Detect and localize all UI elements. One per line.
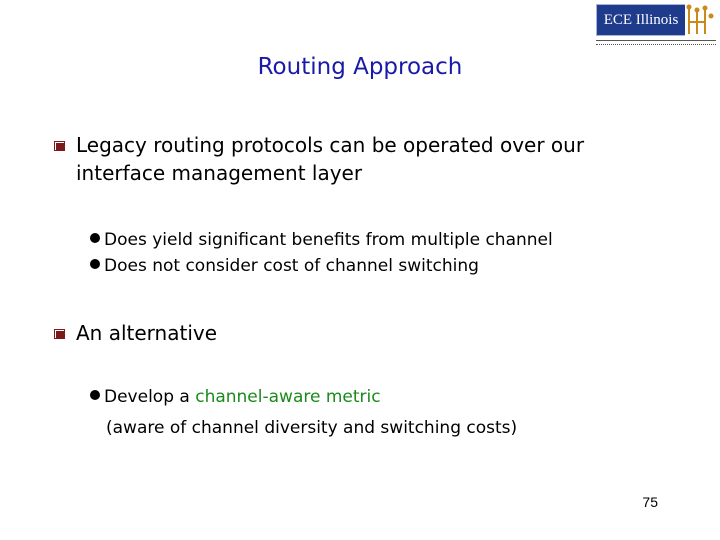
dot-bullet-icon: [90, 259, 100, 269]
square-bullet-icon: [54, 141, 65, 151]
square-bullet-icon: [54, 329, 65, 339]
ece-illinois-logo: [596, 4, 716, 48]
bullet-1-line-2: interface management layer: [76, 161, 363, 185]
bullet-2-text: An alternative: [76, 321, 218, 345]
department-strip: [596, 40, 716, 45]
sub-bullet-2-text: Does not consider cost of channel switching: [104, 256, 479, 276]
logo-text: ECE Illinois: [596, 4, 686, 36]
circuit-icon: [685, 4, 715, 38]
dot-bullet-icon: [90, 390, 100, 400]
dot-bullet-icon: [90, 233, 100, 243]
channel-aware-metric-highlight: channel-aware metric: [195, 387, 381, 407]
sub-bullet-3: [90, 386, 381, 408]
page-number: 75: [642, 494, 658, 510]
sub-bullet-1: [90, 229, 553, 251]
sub-bullet-3-prefix: Develop a: [104, 387, 196, 407]
sub-bullet-1-text: Does yield significant benefits from multiple channel: [104, 230, 553, 250]
bullet-1-line-1: Legacy routing protocols can be operated over our: [76, 133, 585, 157]
sub-bullet-2: [90, 255, 479, 277]
sub-bullet-3-line-2: (aware of channel diversity and switching costs): [106, 418, 518, 438]
slide-title: Routing Approach: [257, 54, 463, 80]
